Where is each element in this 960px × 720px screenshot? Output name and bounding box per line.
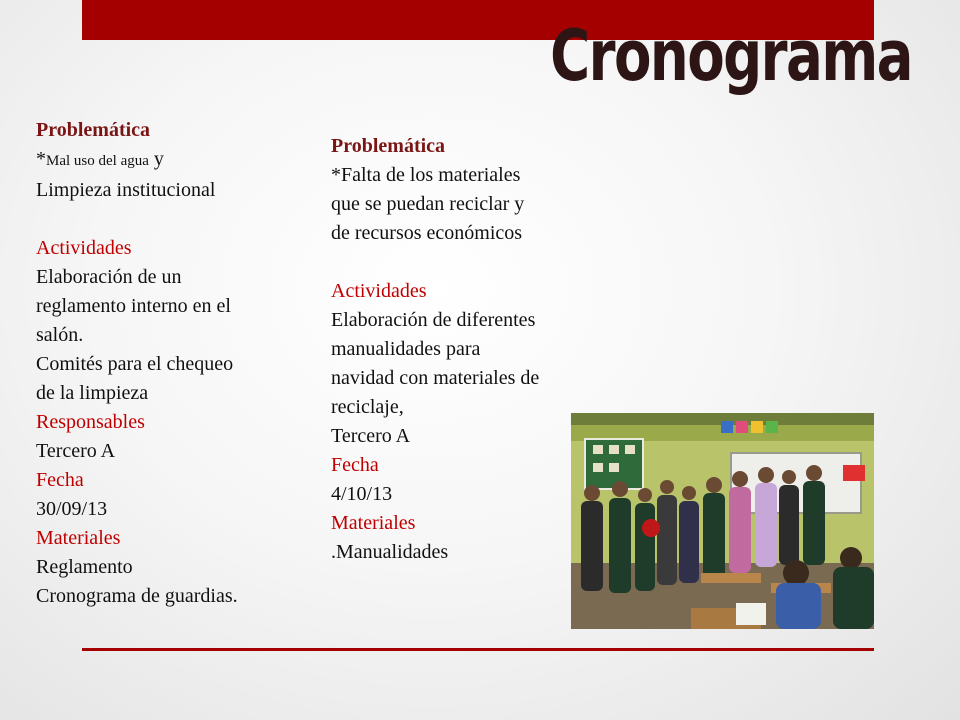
left-actividades-label: Actividades xyxy=(36,237,132,259)
left-actividades-line: Comités para el chequeo xyxy=(36,353,234,375)
right-actividades-line: reciclaje, xyxy=(331,396,404,418)
left-actividades-line: Elaboración de un xyxy=(36,266,182,288)
left-problem-heading: Problemática xyxy=(36,119,151,141)
classroom-photo xyxy=(571,413,874,629)
right-column xyxy=(331,132,601,567)
left-materiales-label: Materiales xyxy=(36,527,121,549)
left-problem-line-2: Limpieza institucional xyxy=(36,179,216,201)
left-problem-small: Mal uso del agua xyxy=(46,153,149,169)
right-problem-line: de recursos económicos xyxy=(331,222,523,244)
left-fecha-value: 30/09/13 xyxy=(36,498,108,520)
right-actividades-label: Actividades xyxy=(331,280,427,302)
left-column xyxy=(36,116,306,611)
right-materiales-label: Materiales xyxy=(331,512,416,534)
left-problem-rest: y xyxy=(148,148,164,170)
left-materiales-line: Cronograma de guardias. xyxy=(36,585,238,607)
bottom-accent-rule xyxy=(82,648,874,651)
right-fecha-label: Fecha xyxy=(331,454,379,476)
right-fecha-value: 4/10/13 xyxy=(331,483,393,505)
right-actividades-line: Elaboración de diferentes xyxy=(331,309,536,331)
left-actividades-line: salón. xyxy=(36,324,84,346)
left-responsables-value: Tercero A xyxy=(36,440,116,462)
spacer xyxy=(331,248,601,277)
left-actividades-line: reglamento interno en el xyxy=(36,295,231,317)
right-actividades-line: Tercero A xyxy=(331,425,411,447)
left-materiales-line: Reglamento xyxy=(36,556,133,578)
left-problem-prefix: * xyxy=(36,148,46,170)
left-fecha-label: Fecha xyxy=(36,469,84,491)
right-problem-line: que se puedan reciclar y xyxy=(331,193,525,215)
right-actividades-line: navidad con materiales de xyxy=(331,367,540,389)
left-problem-line-1 xyxy=(36,145,306,176)
right-actividades-line: manualidades para xyxy=(331,338,481,360)
left-actividades-line: de la limpieza xyxy=(36,382,149,404)
right-problem-line: *Falta de los materiales xyxy=(331,164,521,186)
spacer xyxy=(36,205,306,234)
left-responsables-label: Responsables xyxy=(36,411,145,433)
right-materiales-value: .Manualidades xyxy=(331,541,449,563)
slide-title: Cronograma xyxy=(550,15,912,97)
right-problem-heading: Problemática xyxy=(331,135,446,157)
